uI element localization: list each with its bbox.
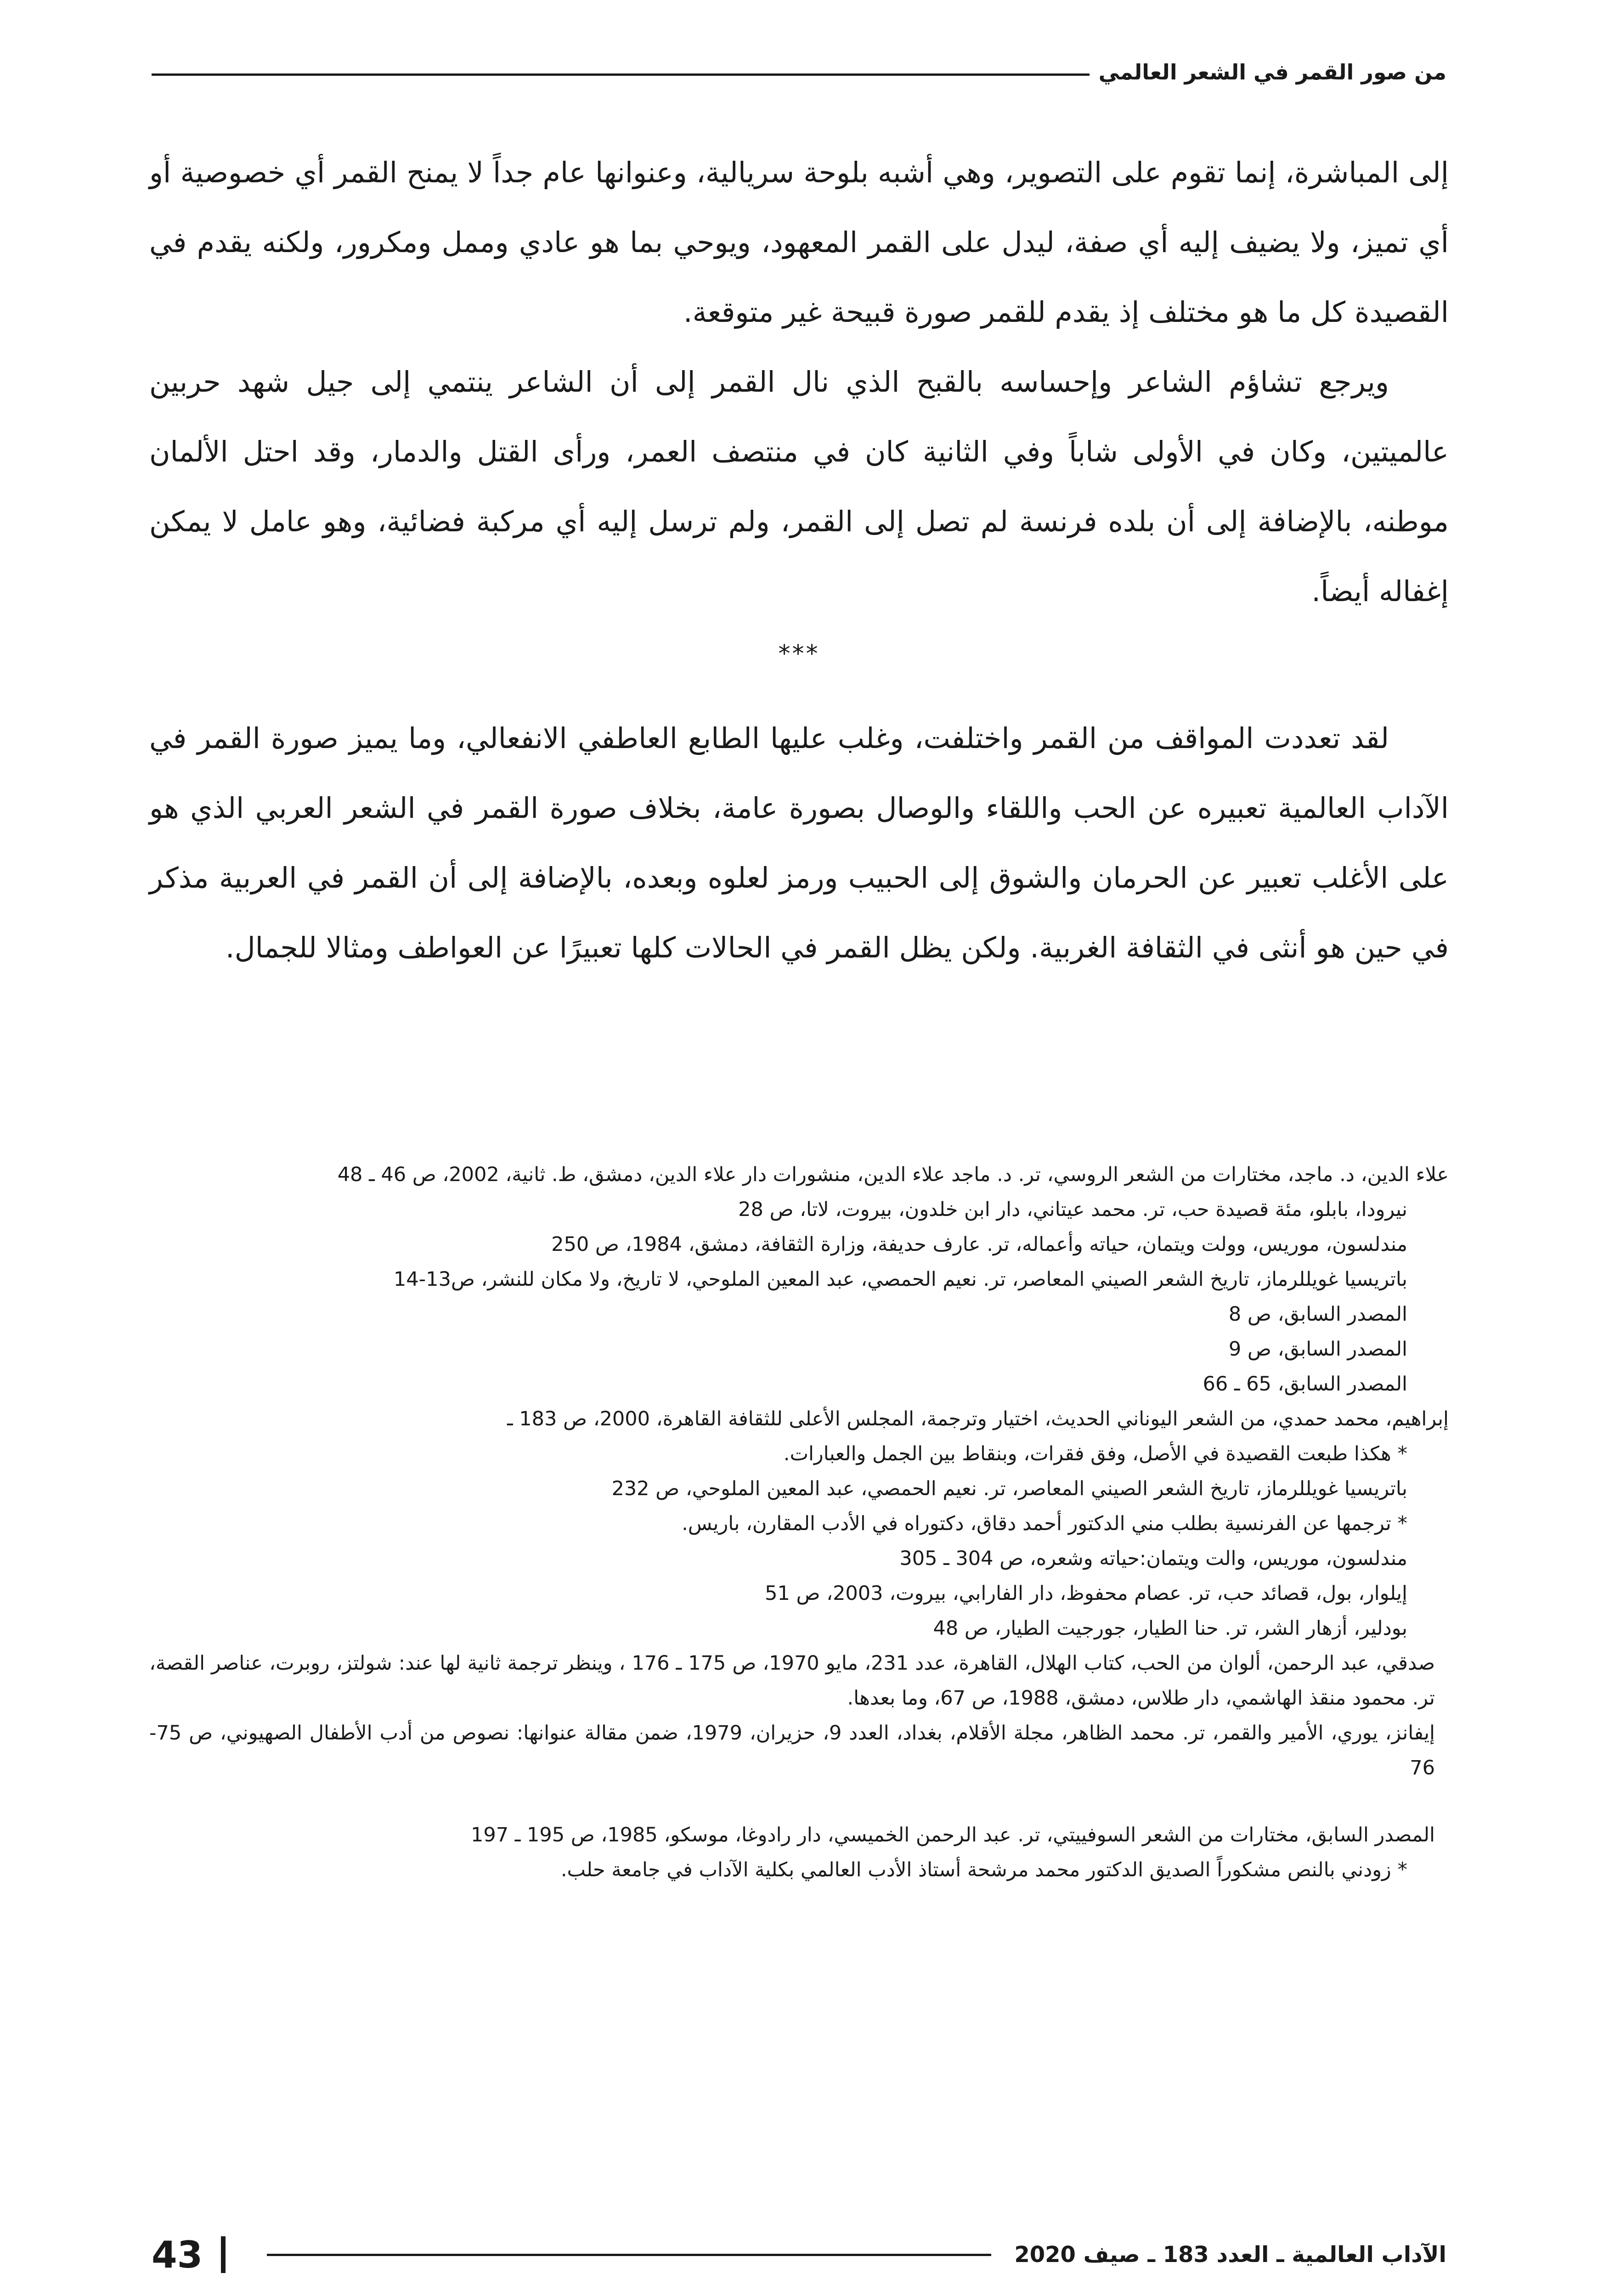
footnote: المصدر السابق، 65 ـ 66	[1203, 1373, 1407, 1396]
footnote: * هكذا طبعت القصيدة في الأصل، وفق فقرات، وبنقاط بين الجمل والعبارات.	[783, 1442, 1407, 1465]
section-separator: ***	[778, 640, 820, 668]
footnote: مندلسون، موريس، والت ويتمان:حياته وشعره، ص 304 ـ 305	[899, 1547, 1407, 1570]
footnote: صدقي، عبد الرحمن، ألوان من الحب، كتاب الهلال، القاهرة، عدد 231، مايو 1970، ص 175 ـ 176 ، وينظر ترجمة ثانية لها عند: شولتز، روبرت، عناصر القصة، تر. محمود منقذ الهاشمي، دار طلاس، دمشق، 1988، ص 67، وما بعدها.	[149, 1652, 1435, 1710]
footnote: * ترجمها عن الفرنسية بطلب مني الدكتور أحمد دقاق، دكتوراه في الأدب المقارن، باريس.	[682, 1512, 1407, 1535]
footnote: بودلير، أزهار الشر، تر. حنا الطيار، جورجيت الطيار، ص 48	[933, 1617, 1407, 1640]
footnote: إيفانز، يوري، الأمير والقمر، تر. محمد الظاهر، مجلة الأقلام، بغداد، العدد 9، حزيران، 1979، ضمن مقالة عنوانها: نصوص من أدب الأطفال الصهيوني، ص 75-76	[149, 1722, 1435, 1779]
footnote: مندلسون، موريس، وولت ويتمان، حياته وأعماله، تر. عارف حديفة، وزارة الثقافة، دمشق، 1984، ص 250	[551, 1233, 1407, 1256]
footnote: المصدر السابق، ص 9	[1228, 1338, 1407, 1361]
body-paragraph: إلى المباشرة، إنما تقوم على التصوير، وهي أشبه بلوحة سريالية، وعنوانها عام جداً لا يمنح القمر أي خصوصية أو أي تميز، ولا يضيف إليه أي صفة، ليدل على القمر المعهود، ويوحي بما هو عادي وممل ومكرور، ولكنه يقدم في القصيدة كل ما هو مختلف إذ يقدم للقمر صورة قبيحة غير متوقعة.	[149, 156, 1449, 329]
body-paragraph: ويرجع تشاؤم الشاعر وإحساسه بالقبح الذي نال القمر إلى أن الشاعر ينتمي إلى جيل شهد حربين عالميتين، وكان في الأولى شاباً وفي الثانية كان في منتصف العمر، ورأى القتل والدمار، وقد احتل الألمان موطنه، بالإضافة إلى أن بلده فرنسة لم تصل إلى القمر، ولم ترسل إليه أي مركبة فضائية، وهو عامل لا يمكن إغفاله أيضاً.	[149, 365, 1449, 608]
article-body	[149, 138, 1449, 983]
page-number: 43	[152, 2233, 203, 2276]
page-footer	[152, 2232, 1446, 2278]
header-rule	[152, 73, 1090, 76]
running-header-title: من صور القمر في الشعر العالمي	[1098, 60, 1446, 84]
footnote: المصدر السابق، ص 8	[1228, 1303, 1407, 1326]
footnote: باتريسيا غويللرماز، تاريخ الشعر الصيني المعاصر، تر. نعيم الحمصي، عبد المعين الملوحي، لا تاريخ، ولا مكان للنشر، ص13-14	[393, 1268, 1407, 1291]
footnote: إيلوار، بول، قصائد حب، تر. عصام محفوظ، دار الفارابي، بيروت، 2003، ص 51	[765, 1582, 1407, 1605]
running-header	[152, 51, 1446, 93]
footer-journal-issue: الآداب العالمية ـ العدد 183 ـ صيف 2020	[1014, 2242, 1446, 2268]
footnotes	[149, 1157, 1449, 1887]
body-paragraph: لقد تعددت المواقف من القمر واختلفت، وغلب عليها الطابع العاطفي الانفعالي، وما يميز صورة القمر في الآداب العالمية تعبيره عن الحب واللقاء والوصال بصورة عامة، بخلاف صورة القمر في الشعر العربي الذي هو على الأغلب تعبير عن الحرمان والشوق إلى الحبيب ورمز لعلوه وبعده، بالإضافة إلى أن القمر في العربية مذكر في حين هو أنثى في الثقافة الغربية. ولكن يظل القمر في الحالات كلها تعبيرًا عن العواطف ومثالا للجمال.	[149, 721, 1449, 964]
footnote: المصدر السابق، مختارات من الشعر السوفييتي، تر. عبد الرحمن الخميسي، دار رادوغا، موسكو، 1985، ص 195 ـ 197	[471, 1823, 1435, 1846]
footnote: إبراهيم، محمد حمدي، من الشعر اليوناني الحديث، اختيار وترجمة، المجلس الأعلى للثقافة القاهرة، 2000، ص 183 ـ	[507, 1407, 1449, 1430]
footnote: علاء الدين، د. ماجد، مختارات من الشعر الروسي، تر. د. ماجد علاء الدين، منشورات دار علاء الدين، دمشق، ط. ثانية، 2002، ص 46 ـ 48	[337, 1163, 1449, 1186]
footer-rule	[267, 2254, 991, 2256]
footnote: نيرودا، بابلو، مئة قصيدة حب، تر. محمد عيتاني، دار ابن خلدون، بيروت، لاتا، ص 28	[738, 1198, 1407, 1221]
footnote: باتريسيا غويللرماز، تاريخ الشعر الصيني المعاصر، تر. نعيم الحمصي، عبد المعين الملوحي، ص 232	[611, 1477, 1407, 1500]
footnote: * زودني بالنص مشكوراً الصديق الدكتور محمد مرشحة أستاذ الأدب العالمي بكلية الآداب في جامعة حلب.	[560, 1858, 1407, 1881]
footer-bar	[221, 2236, 226, 2273]
